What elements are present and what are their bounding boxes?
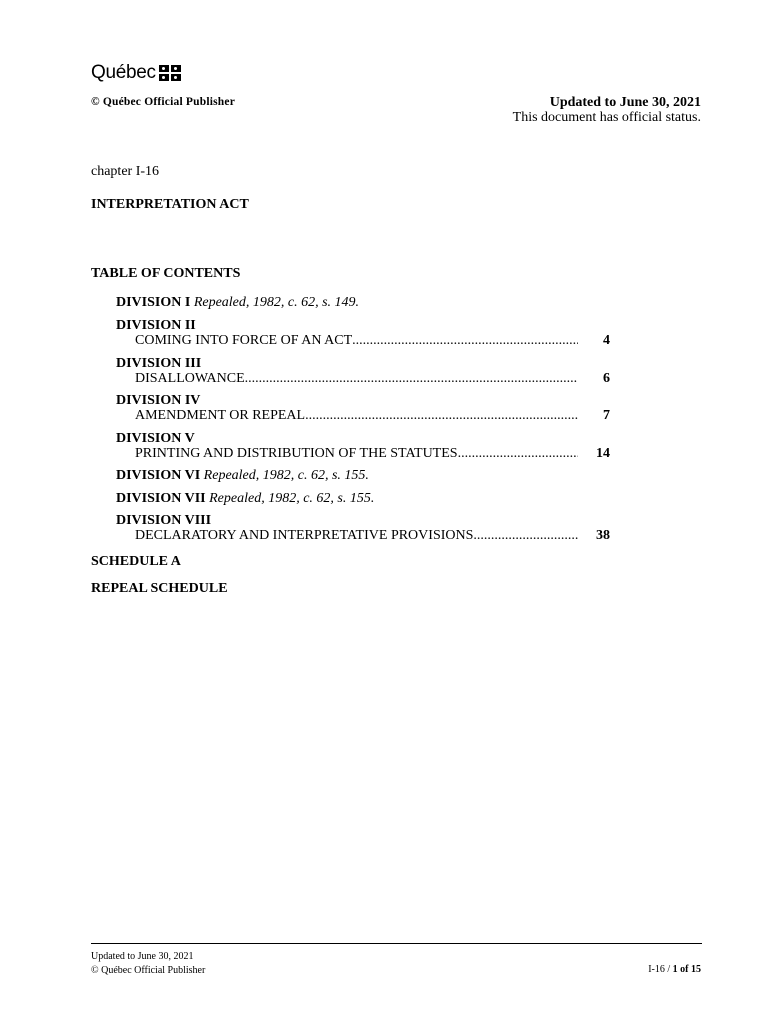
footer-publisher: © Québec Official Publisher [91, 965, 206, 976]
division-label: DIVISION V [116, 431, 195, 446]
dot-leader [352, 333, 578, 348]
page-indicator [648, 964, 701, 975]
division-title: AMENDMENT OR REPEAL [135, 408, 306, 423]
chapter-number: chapter I-16 [91, 164, 160, 179]
division-label: DIVISION VIII [116, 513, 212, 528]
dot-leader [245, 371, 578, 386]
toc-entry-division-3[interactable] [116, 356, 610, 386]
page-number: 6 [603, 371, 610, 386]
updated-date: Updated to June 30, 2021 [549, 95, 701, 110]
division-title: PRINTING AND DISTRIBUTION OF THE STATUTES [135, 446, 458, 461]
footer-divider [91, 943, 702, 944]
division-title: COMING INTO FORCE OF AN ACT [135, 333, 353, 348]
quebec-logo [91, 62, 181, 84]
toc-entry-division-2[interactable] [116, 318, 610, 348]
repealed-note: Repealed, 1982, c. 62, s. 149. [193, 295, 360, 310]
page-number: 4 [603, 333, 610, 348]
toc-entry-division-5[interactable] [116, 431, 610, 461]
toc-entry-repeal-schedule[interactable]: REPEAL SCHEDULE [91, 581, 228, 596]
publisher-notice: © Québec Official Publisher [91, 96, 235, 108]
division-label: DIVISION II [116, 318, 196, 333]
toc-heading: TABLE OF CONTENTS [91, 266, 241, 281]
division-title: DISALLOWANCE [135, 371, 245, 386]
toc-entry-division-7[interactable] [116, 491, 374, 506]
page-number: 38 [596, 528, 610, 543]
division-label: DIVISION VII [116, 491, 206, 506]
repealed-note: Repealed, 1982, c. 62, s. 155. [203, 468, 369, 483]
dot-leader [458, 446, 578, 461]
page-number: 14 [596, 446, 610, 461]
official-status: This document has official status. [512, 110, 701, 125]
division-label: DIVISION VI [116, 468, 201, 483]
division-title: DECLARATORY AND INTERPRETATIVE PROVISIONS [135, 528, 474, 543]
division-label: DIVISION IV [116, 393, 201, 408]
division-label: DIVISION III [116, 356, 202, 371]
page-number: 7 [603, 408, 610, 423]
footer-left [91, 950, 205, 978]
toc-entry-schedule-a[interactable]: SCHEDULE A [91, 554, 181, 569]
quebec-flag-icon [159, 65, 181, 81]
act-title: INTERPRETATION ACT [91, 197, 249, 212]
toc-entry-division-6[interactable] [116, 468, 369, 483]
toc-entry-division-4[interactable] [116, 393, 610, 423]
footer-doc-id: I-16 / [648, 964, 673, 975]
footer-page-info: 1 of 15 [672, 964, 701, 975]
footer-updated: Updated to June 30, 2021 [91, 951, 194, 962]
toc-entry-division-1[interactable] [116, 295, 359, 310]
toc-entry-division-8[interactable] [116, 513, 610, 543]
repealed-note: Repealed, 1982, c. 62, s. 155. [209, 491, 375, 506]
division-label: DIVISION I [116, 295, 191, 310]
dot-leader [473, 528, 578, 543]
dot-leader [305, 408, 578, 423]
logo-wordmark: Québec [91, 62, 156, 83]
